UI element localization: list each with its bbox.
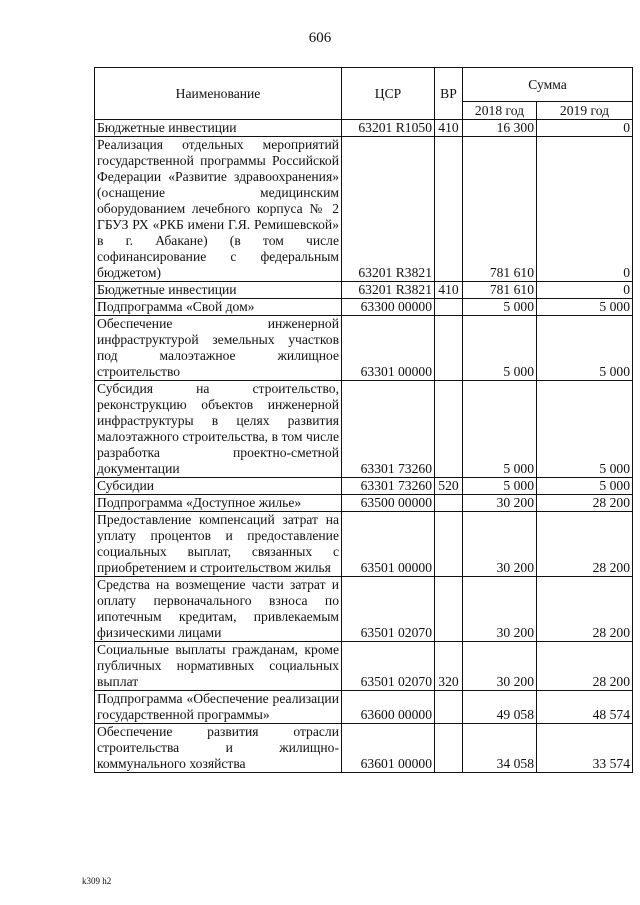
row-name: Бюджетные инвестиции xyxy=(95,120,342,137)
table-row xyxy=(95,137,633,282)
row-csr: 63201 R3821 xyxy=(342,137,435,282)
row-csr: 63201 R1050 xyxy=(342,120,435,137)
row-sum-2019: 5 000 xyxy=(537,299,633,316)
row-sum-2018: 5 000 xyxy=(463,478,537,495)
header-vr: ВР xyxy=(435,68,463,120)
table-row xyxy=(95,120,633,137)
row-sum-2018: 30 200 xyxy=(463,642,537,691)
row-vr xyxy=(435,691,463,724)
row-sum-2019: 28 200 xyxy=(537,495,633,512)
row-sum-2018: 49 058 xyxy=(463,691,537,724)
row-csr: 63501 00000 xyxy=(342,512,435,577)
row-sum-2019: 28 200 xyxy=(537,577,633,642)
row-csr: 63600 00000 xyxy=(342,691,435,724)
row-vr xyxy=(435,495,463,512)
row-csr: 63301 73260 xyxy=(342,478,435,495)
row-sum-2019: 28 200 xyxy=(537,512,633,577)
row-sum-2018: 5 000 xyxy=(463,381,537,478)
row-csr: 63201 R3821 xyxy=(342,282,435,299)
row-sum-2018: 781 610 xyxy=(463,282,537,299)
table-row xyxy=(95,299,633,316)
row-sum-2019: 5 000 xyxy=(537,316,633,381)
row-vr: 520 xyxy=(435,478,463,495)
row-sum-2019: 33 574 xyxy=(537,724,633,773)
row-sum-2018: 16 300 xyxy=(463,120,537,137)
row-csr: 63501 02070 xyxy=(342,577,435,642)
row-vr: 410 xyxy=(435,120,463,137)
row-sum-2019: 5 000 xyxy=(537,478,633,495)
table-row xyxy=(95,495,633,512)
row-sum-2019: 0 xyxy=(537,282,633,299)
row-vr xyxy=(435,299,463,316)
header-year-2019: 2019 год xyxy=(537,102,633,120)
row-sum-2019: 28 200 xyxy=(537,642,633,691)
row-csr: 63301 00000 xyxy=(342,316,435,381)
row-name: Подпрограмма «Доступное жилье» xyxy=(95,495,342,512)
page-number: 606 xyxy=(308,30,332,46)
row-vr xyxy=(435,724,463,773)
row-name: Социальные выплаты гражданам, кроме публичных нормативных социальных выплат xyxy=(95,642,342,691)
table-body xyxy=(95,120,633,773)
row-sum-2019: 5 000 xyxy=(537,381,633,478)
table-row xyxy=(95,724,633,773)
row-sum-2018: 5 000 xyxy=(463,316,537,381)
row-sum-2018: 30 200 xyxy=(463,577,537,642)
row-sum-2018: 30 200 xyxy=(463,495,537,512)
row-name: Подпрограмма «Обеспечение реализации государственной программы» xyxy=(95,691,342,724)
row-csr: 63601 00000 xyxy=(342,724,435,773)
row-name: Предоставление компенсаций затрат на уплату процентов и предоставление социальных выплат, связанных с приобретением и строительством жилья xyxy=(95,512,342,577)
row-vr xyxy=(435,137,463,282)
row-name: Обеспечение инженерной инфраструктурой земельных участков под малоэтажное жилищное строительство xyxy=(95,316,342,381)
row-name: Обеспечение развития отрасли строительства и жилищно-коммунального хозяйства xyxy=(95,724,342,773)
row-sum-2019: 0 xyxy=(537,137,633,282)
row-vr: 410 xyxy=(435,282,463,299)
row-vr: 320 xyxy=(435,642,463,691)
row-sum-2018: 5 000 xyxy=(463,299,537,316)
row-csr: 63300 00000 xyxy=(342,299,435,316)
row-vr xyxy=(435,316,463,381)
row-name: Субсидии xyxy=(95,478,342,495)
header-year-2018: 2018 год xyxy=(463,102,537,120)
table-row xyxy=(95,512,633,577)
table-row xyxy=(95,642,633,691)
row-csr: 63500 00000 xyxy=(342,495,435,512)
row-name: Субсидия на строительство, реконструкцию объектов инженерной инфраструктуры в целях развития малоэтажного строительства, в том числе разработка проектно-сметной документации xyxy=(95,381,342,478)
row-csr: 63301 73260 xyxy=(342,381,435,478)
document-code: k309 h2 xyxy=(82,876,112,886)
row-sum-2018: 34 058 xyxy=(463,724,537,773)
table-row xyxy=(95,381,633,478)
row-vr xyxy=(435,381,463,478)
table-row xyxy=(95,316,633,381)
row-vr xyxy=(435,512,463,577)
row-name: Реализация отдельных мероприятий государственной программы Российской Федерации «Развитие здравоохранения» (оснащение медицинским оборудованием лечебного корпуса № 2 ГБУЗ РХ «РКБ имени Г.Я. Ремишевской» в г. Абакане) (в том числе софинансирование с федеральным бюджетом) xyxy=(95,137,342,282)
budget-table xyxy=(94,67,633,773)
row-name: Средства на возмещение части затрат и оплату первоначального взноса по ипотечным кредитам, привлекаемым физическими лицами xyxy=(95,577,342,642)
table-row xyxy=(95,577,633,642)
row-name: Бюджетные инвестиции xyxy=(95,282,342,299)
header-csr: ЦСР xyxy=(342,68,435,120)
header-name: Наименование xyxy=(95,68,342,120)
table-row xyxy=(95,691,633,724)
row-sum-2019: 0 xyxy=(537,120,633,137)
row-vr xyxy=(435,577,463,642)
row-sum-2018: 781 610 xyxy=(463,137,537,282)
table-row xyxy=(95,478,633,495)
row-name: Подпрограмма «Свой дом» xyxy=(95,299,342,316)
row-csr: 63501 02070 xyxy=(342,642,435,691)
row-sum-2019: 48 574 xyxy=(537,691,633,724)
header-sum: Сумма xyxy=(463,68,633,102)
row-sum-2018: 30 200 xyxy=(463,512,537,577)
table-row xyxy=(95,282,633,299)
